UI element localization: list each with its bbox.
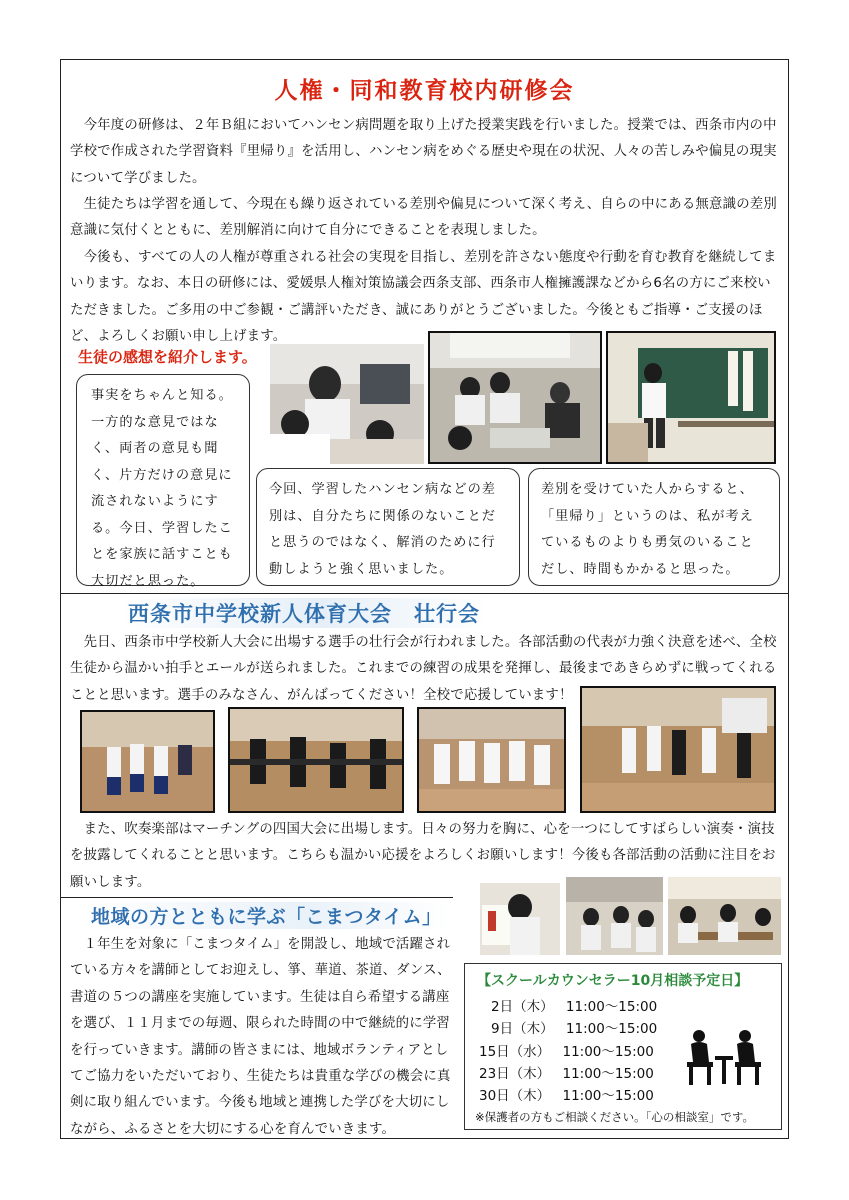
impression-1: 事実をちゃんと知る。一方的な意見ではなく、両者の意見も聞く、片方だけの意見に流されないようにする。今日、学習したことを家族に話すことも大切だと思った。 [76, 374, 250, 586]
consultation-icon [683, 1026, 765, 1088]
counseling-slot [479, 1062, 654, 1082]
counseling-title: 【スクールカウンセラー10月相談予定日】 [477, 973, 749, 989]
section2-paragraph-1: 先日、西条市中学校新人大会に出場する選手の壮行会が行われました。各部活動の代表が力強く決意を述べ、全校生徒から温かい拍手とエールが送られました。これまでの練習の成果を発揮し、最後まであきらめずに戦ってくれることと思います。選手のみなさん、がんばってください！全校で応援しています！ [70, 635, 777, 703]
photo-teacher-blackboard [606, 331, 776, 464]
photo-classroom-groups [428, 331, 602, 464]
counseling-slot-time: 11:00～15:00 [565, 1021, 658, 1037]
section2-paragraph-2: また、吹奏楽部はマーチングの四国大会に出場します。日々の努力を胸に、心を一つにしてすばらしい演奏・演技を披露してくれることと思います。こちらも温かい応援をよろしくお願いします！今後も各部活動の活動に注目をお願いします。 [70, 822, 776, 890]
section3-title: 地域の方とともに学ぶ「こまつタイム」 [83, 902, 450, 929]
counseling-slot-time: 11:00～15:00 [565, 999, 658, 1015]
counseling-schedule-box [464, 963, 782, 1130]
impressions-heading: 生徒の感想を紹介します。 [78, 348, 257, 366]
photo-koto [668, 877, 781, 955]
section1-paragraph-1: 今年度の研修は、２年Ｂ組においてハンセン病問題を取り上げた授業実践を行いました。授業では、西条市内の中学校で作成された学習資料『里帰り』を活用し、ハンセン病をめぐる歴史や現在の状況、人々の苦しみや偏見の現実について学びました。 [70, 118, 777, 186]
photo-rally-3 [417, 707, 566, 813]
photo-students-studying [270, 344, 424, 464]
photo-tea-ceremony [566, 877, 663, 955]
section-divider-2 [60, 897, 453, 898]
section1-paragraph-3: 今後も、すべての人の人権が尊重される社会の実現を目指し、差別を許さない態度や行動を育む教育を継続してまいります。なお、本日の研修には、愛媛県人権対策協議会西条支部、西条市人権擁護課などから6名の方にご来校いただきました。ご多用の中ご参観・ご講評いただき、誠にありがとうございました。今後ともご指導・ご支援のほど、よろしくお願い申し上げます。 [70, 250, 777, 345]
counseling-slot-time: 11:00～15:00 [562, 1066, 654, 1082]
section1-paragraph-2: 生徒たちは学習を通して、今現在も繰り返されている差別や偏見について深く考え、自らの中にある無意識の差別意識に気付くとともに、差別解消に向けて自分にできることを表現しました。 [70, 197, 777, 239]
counseling-slot-time: 11:00～15:00 [562, 1088, 654, 1104]
counseling-slot [491, 1017, 657, 1037]
section2-title: 西条市中学校新人体育大会 壮行会 [120, 598, 488, 628]
photo-rally-4 [580, 686, 776, 813]
counseling-note: ※保護者の方もご相談ください。「心の相談室」です。 [475, 1110, 754, 1124]
counseling-slot-date: 15日（水） [479, 1044, 551, 1060]
section3-paragraph: １年生を対象に「こまつタイム」を開設し、地域で活躍されている方々を講師としてお迎えし、箏、華道、茶道、ダンス、書道の５つの講座を実施しています。生徒は自ら希望する講座を選び、１１月までの毎週、限られた時間の中で継続的に学習を行っていきます。講師の皆さまには、地域ボランティアとしてご協力をいただいており、生徒たちは貴重な学びの機会に真剣に取り組んでいます。今後も地域と連携した学びを大切にしながら、ふるさとを大切にする心を育んでいきます。 [70, 937, 451, 1137]
impression-2: 今回、学習したハンセン病などの差別は、自分たちに関係のないことだと思うのではなく、解消のために行動しようと強く思いました。 [256, 468, 520, 586]
counseling-slot [479, 1040, 654, 1060]
counseling-slot [479, 1084, 654, 1104]
counseling-slot-time: 11:00～15:00 [562, 1044, 654, 1060]
impression-3: 差別を受けていた人からすると、「里帰り」というのは、私が考えているものよりも勇気のいることだし、時間もかかると思った。 [528, 468, 780, 586]
counseling-slot-date: 30日（木） [479, 1088, 551, 1104]
counseling-slot-date: 9日（木） [491, 1021, 554, 1037]
counseling-slot [491, 995, 657, 1015]
photo-rally-2 [228, 707, 404, 813]
counseling-slot-date: 23日（木） [479, 1066, 551, 1082]
photo-rally-1 [80, 710, 215, 813]
section1-title: 人権・同和教育校内研修会 [274, 78, 575, 104]
photo-calligraphy [458, 877, 560, 955]
counseling-slot-date: 2日（木） [491, 999, 554, 1015]
